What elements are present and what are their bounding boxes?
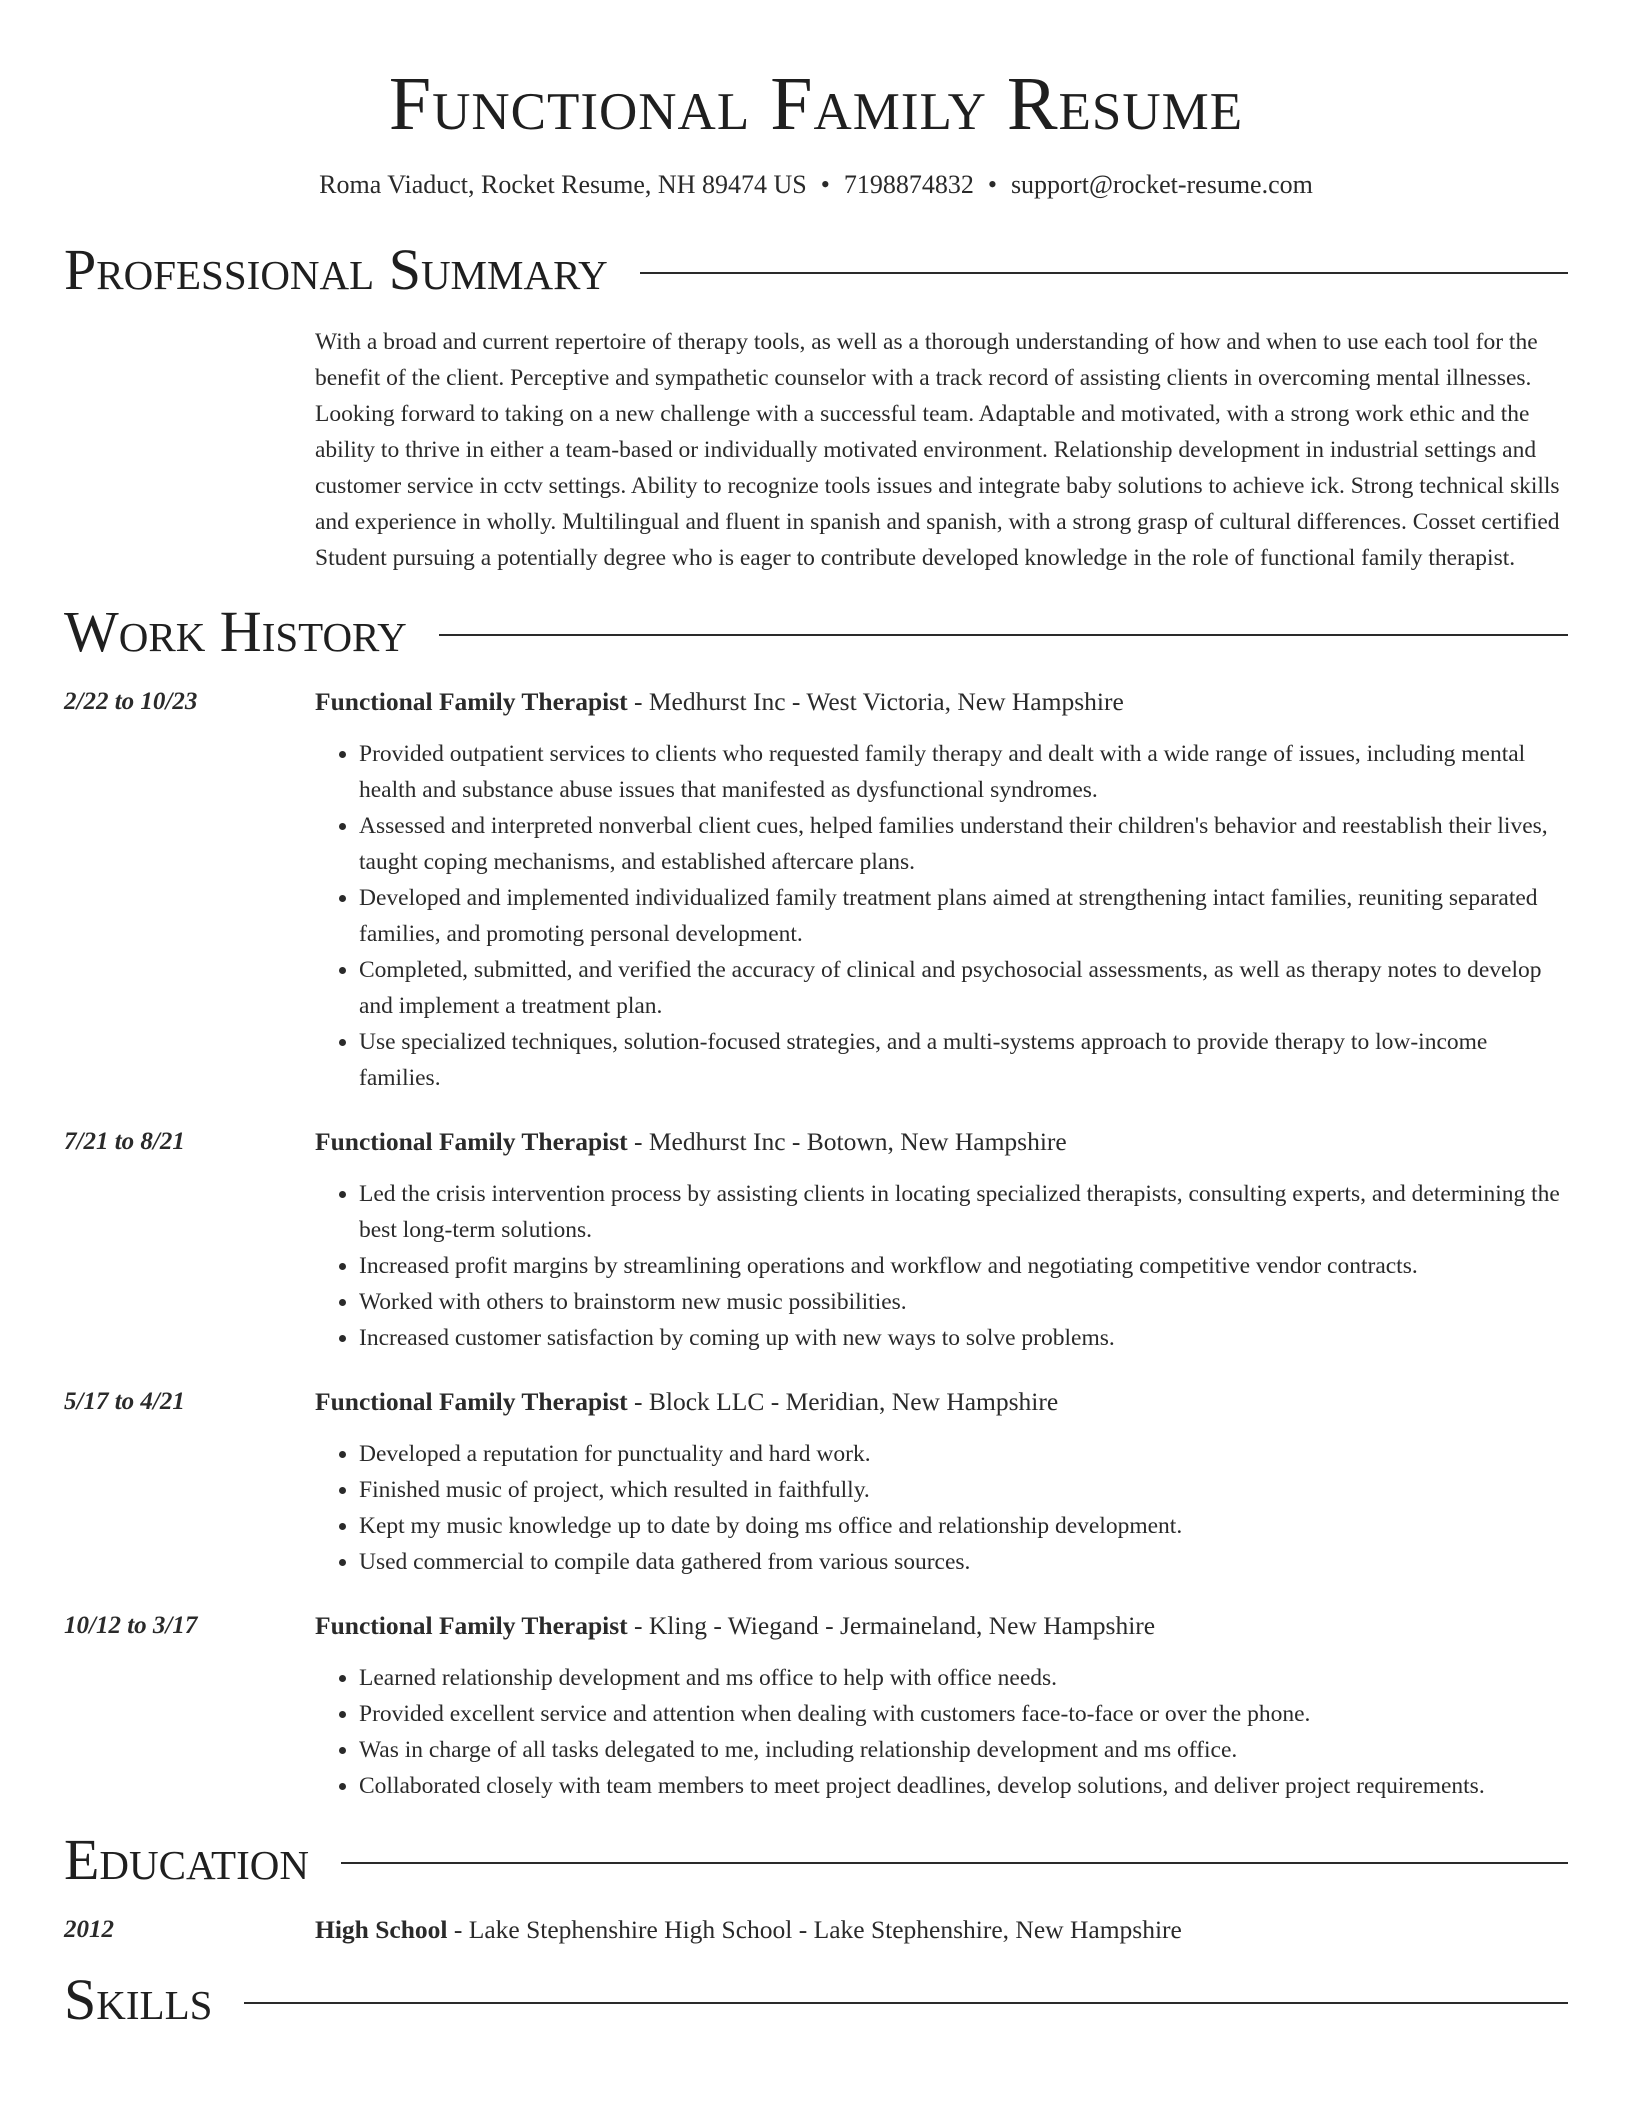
- education-details: - Lake Stephenshire High School - Lake Stephenshire, New Hampshire: [447, 1915, 1182, 1944]
- section-divider: [341, 1862, 1568, 1864]
- job-entry: [64, 1384, 1568, 1580]
- skills-section-header: [64, 1967, 1568, 2032]
- job-bullet: • Was in charge of all tasks delegated to me, including relationship development and ms office.: [359, 1732, 1568, 1768]
- summary-section-header: [64, 237, 1568, 302]
- education-heading-line: [315, 1912, 1568, 1948]
- job-bullet: • Used commercial to compile data gathered from various sources.: [359, 1544, 1568, 1580]
- job-entry: [64, 1608, 1568, 1804]
- job-details: - Medhurst Inc - West Victoria, New Hampshire: [627, 687, 1124, 716]
- job-entry: [64, 684, 1568, 1096]
- job-heading: [315, 1384, 1568, 1420]
- job-bullet: • Collaborated closely with team members to meet project deadlines, develop solutions, and deliver project requirements.: [359, 1768, 1568, 1804]
- job-body: [315, 1608, 1568, 1804]
- job-details: - Medhurst Inc - Botown, New Hampshire: [627, 1127, 1067, 1156]
- education-year: 2012: [64, 1916, 114, 1943]
- job-dates: 2/22 to 10/23: [64, 688, 198, 715]
- job-bullets: [315, 736, 1568, 1096]
- job-dates: 7/21 to 8/21: [64, 1128, 185, 1155]
- work-section-header: [64, 599, 1568, 664]
- job-bullet: • Worked with others to brainstorm new music possibilities.: [359, 1284, 1568, 1320]
- job-bullet: • Developed and implemented individualized family treatment plans aimed at strengthening intact families, reuniting separated families, and promoting personal development.: [359, 880, 1568, 952]
- job-dates: 5/17 to 4/21: [64, 1388, 185, 1415]
- job-bullet: • Provided excellent service and attention when dealing with customers face-to-face or over the phone.: [359, 1696, 1568, 1732]
- job-dates: 10/12 to 3/17: [64, 1612, 198, 1639]
- job-heading: [315, 1124, 1568, 1160]
- section-divider: [439, 634, 1568, 636]
- education-heading: Education: [64, 1827, 309, 1892]
- job-bullets: [315, 1436, 1568, 1580]
- job-title: Functional Family Therapist: [315, 687, 628, 716]
- contact-email: support@rocket-resume.com: [1010, 170, 1313, 199]
- job-bullet: • Learned relationship development and ms office to help with office needs.: [359, 1660, 1568, 1696]
- job-bullet: • Increased customer satisfaction by coming up with new ways to solve problems.: [359, 1320, 1568, 1356]
- job-body: [315, 1384, 1568, 1580]
- work-heading: Work History: [64, 599, 407, 664]
- job-title: Functional Family Therapist: [315, 1127, 628, 1156]
- job-entry: [64, 1124, 1568, 1356]
- contact-address: Roma Viaduct, Rocket Resume, NH 89474 US: [319, 170, 807, 199]
- job-bullet: • Kept my music knowledge up to date by doing ms office and relationship development.: [359, 1508, 1568, 1544]
- education-degree: High School: [315, 1915, 448, 1944]
- job-bullet: • Assessed and interpreted nonverbal client cues, helped families understand their children's behavior and reestablish their lives, taught coping mechanisms, and established aftercare plans.: [359, 808, 1568, 880]
- job-details: - Kling - Wiegand - Jermaineland, New Hampshire: [627, 1611, 1156, 1640]
- education-section-header: [64, 1827, 1568, 1892]
- contact-phone: 7198874832: [843, 170, 974, 199]
- contact-line: [64, 168, 1568, 202]
- education-entry: [64, 1912, 1568, 1948]
- job-bullet: • Finished music of project, which resulted in faithfully.: [359, 1472, 1568, 1508]
- job-bullets: [315, 1176, 1568, 1356]
- resume-page: [64, 0, 1568, 2030]
- job-title: Functional Family Therapist: [315, 1387, 628, 1416]
- job-title: Functional Family Therapist: [315, 1611, 628, 1640]
- contact-separator: •: [987, 170, 997, 199]
- contact-separator: •: [820, 170, 830, 199]
- summary-heading: Professional Summary: [64, 237, 608, 302]
- job-body: [315, 684, 1568, 1096]
- resume-title: Functional Family Resume: [388, 62, 1244, 146]
- summary-text: With a broad and current repertoire of therapy tools, as well as a thorough understanding of how and when to use each tool for the benefit of the client. Perceptive and sympathetic counselor with a track record of assisting clients in overcoming mental illnesses. Looking forward to taking on a new challenge with a successful team. Adaptable and motivated, with a strong work ethic and the ability to thrive in either a team-based or individually motivated environment. Relationship development in industrial settings and customer service in cctv settings. Ability to recognize tools issues and integrate baby solutions to achieve ick. Strong technical skills and experience in wholly. Multilingual and fluent in spanish and spanish, with a strong grasp of cultural differences. Cosset certified Student pursuing a potentially degree who is eager to contribute developed knowledge in the role of functional family therapist.: [315, 329, 1560, 571]
- job-bullet: • Provided outpatient services to clients who requested family therapy and dealt with a wide range of issues, including mental health and substance abuse issues that manifested as dysfunctional syndromes.: [359, 736, 1568, 808]
- job-bullets: [315, 1660, 1568, 1804]
- job-bullet: • Completed, submitted, and verified the accuracy of clinical and psychosocial assessments, as well as therapy notes to develop and implement a treatment plan.: [359, 952, 1568, 1024]
- education-body: [315, 1912, 1568, 1948]
- job-heading: [315, 1608, 1568, 1644]
- job-bullet: • Increased profit margins by streamlining operations and workflow and negotiating competitive vendor contracts.: [359, 1248, 1568, 1284]
- job-body: [315, 1124, 1568, 1356]
- section-divider: [640, 272, 1568, 274]
- skills-heading: Skills: [64, 1967, 213, 2032]
- job-bullet: • Use specialized techniques, solution-focused strategies, and a multi-systems approach to provide therapy to low-income families.: [359, 1024, 1568, 1096]
- job-details: - Block LLC - Meridian, New Hampshire: [627, 1387, 1059, 1416]
- section-divider: [244, 2002, 1568, 2004]
- job-bullet: • Developed a reputation for punctuality and hard work.: [359, 1436, 1568, 1472]
- job-heading: [315, 684, 1568, 720]
- job-bullet: • Led the crisis intervention process by assisting clients in locating specialized therapists, consulting experts, and determining the best long-term solutions.: [359, 1176, 1568, 1248]
